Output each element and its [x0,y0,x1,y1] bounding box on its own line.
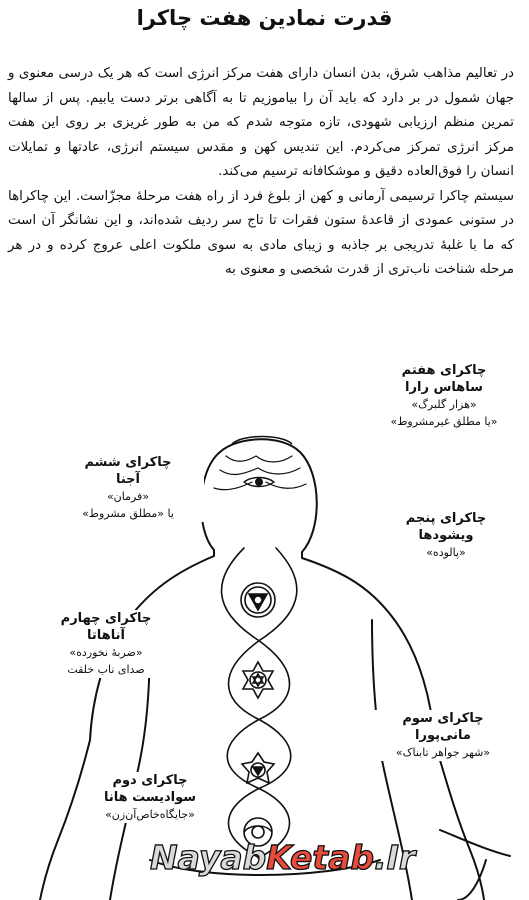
chakra-meaning: «شهر جواهر تابناک» [395,746,491,759]
chakra-figure [0,360,529,900]
watermark-part-1: Nayab [150,838,267,877]
chakra-name: ساهاس رارا [405,380,483,395]
chakra-name: مانی‌پورا [415,728,471,743]
solar-plexus-chakra-icon [242,753,274,783]
watermark-logo [150,838,416,888]
chakra-label-seventh [366,362,522,430]
chakra-meaning-alt: یا «مطلق مشروط» [82,507,174,520]
chakra-label-fifth [376,510,516,561]
chakra-meaning: «هزار گلبرگ» [411,398,477,411]
chakra-number: چاکرای پنجم [405,511,487,526]
chakra-meaning: «جایگاه‌خاص‌آن‌زن» [105,808,195,821]
chakra-meaning: «فرمان» [106,490,150,503]
chakra-number: چاکرای هفتم [401,363,487,378]
watermark-part-2: Ketab [266,838,375,877]
chakra-meaning: «پالوده» [426,546,466,559]
chakra-name: آجنا [115,472,140,487]
chakra-number: چاکرای چهارم [60,611,152,626]
chakra-name: آناهاتا [87,628,125,643]
chakra-meaning-alt: صدای ناب خلقت [67,663,145,676]
chakra-label-sixth [52,454,204,522]
paragraph-2: سیستم چاکرا ترسیمی آرمانی و کهن از بلوغ فرد از راه هفت مرحلهٔ مجزّاست. این چاکراها در ستونی عمودی از قاعدهٔ ستون فقرات تا تاج سر ردیف شده‌اند، و این نشانگر آن است که ما با غلبهٔ تدریجی بر جاذبه و زیبای مادی به سوی ملکوت اعلی عروج کرده و در هر مرحله شناخت ناب‌تری از قدرت شخصی و معنوی به [8,188,514,277]
chakra-name: سوادیست هانا [103,790,197,805]
chakra-name: ویشودها [418,528,474,543]
chakra-number: چاکرای سوم [402,711,484,726]
chakra-meaning-alt: «یا مطلق غیرمشروط» [390,415,498,428]
chakra-number: چاکرای ششم [84,455,172,470]
head-outline [201,439,317,552]
chakra-label-third [368,710,518,761]
throat-chakra-icon [241,583,275,617]
chakra-label-fourth [28,610,184,678]
heart-chakra-icon [243,662,273,698]
watermark-part-3: .Ir [374,838,416,877]
paragraph-1: در تعالیم مذاهب شرق، بدن انسان دارای هفت مرکز انرژی است که هر یک درسی معنوی و جهان شمول در بر دارد که باید آن را بیاموزیم تا به آگاهی برتر دست یابیم. پس از سالها تمرین منظم ارزیابی شهودی، تازه متوجه شدم که من به طور غریزی بر روی این هفت مرکز انرژی تمرکز می‌کردم. این تندیس کهن و مقدس سیستم انرژی، عادتها و تمایلات انسان را فوق‌العاده دقیق و موشکافانه ترسیم می‌کند. [8,66,514,179]
chakra-meaning: «ضربهٔ نخورده» [69,646,143,659]
chakra-label-second [86,772,214,823]
chakra-number: چاکرای دوم [112,773,188,788]
page-title: قدرت نمادین هفت چاکرا [136,6,393,30]
body-text [8,62,514,283]
